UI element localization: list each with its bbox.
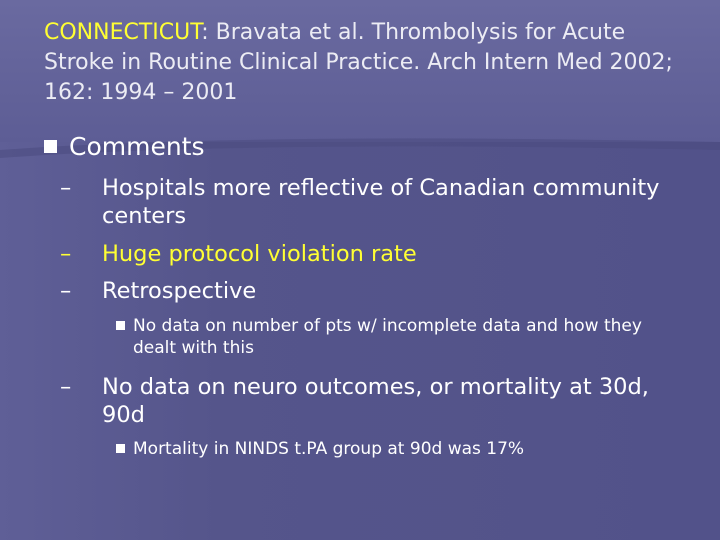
small-square-bullet-icon [116, 321, 125, 330]
dash-icon: – [60, 241, 72, 267]
sub-bullet-protocol-text: Huge protocol violation rate [102, 241, 417, 267]
sub-bullet-neuro-outcomes [60, 373, 680, 429]
sub-bullet-protocol [60, 240, 680, 268]
sub-bullet-retrospective [60, 277, 680, 305]
dash-icon: – [60, 175, 72, 201]
sub-bullet-neuro-outcomes-text: No data on neuro outcomes, or mortality at 30d, 90d [102, 374, 649, 428]
sub-bullet-retrospective-text: Retrospective [102, 278, 257, 304]
dash-icon: – [60, 278, 72, 304]
title-text: : Bravata et al. Thrombolysis for Acute Stroke in Routine Clinical Practice. Arch Intern Med 2002; 162: 1994 – 2001 [44, 20, 673, 105]
sub-sub-bullet-mortality [116, 438, 686, 460]
sub-bullet-hospitals-text: Hospitals more reflective of Canadian community centers [102, 175, 660, 229]
square-bullet-icon [44, 140, 57, 153]
small-square-bullet-icon [116, 444, 125, 453]
slide-title [44, 18, 684, 108]
sub-sub-bullet-incomplete-data [116, 315, 686, 359]
sub-sub-bullet-incomplete-data-text: No data on number of pts w/ incomplete data and how they dealt with this [133, 316, 642, 358]
bullet-comments [44, 130, 205, 164]
sub-bullet-hospitals [60, 174, 680, 230]
bullet-comments-label: Comments [69, 132, 205, 161]
sub-sub-bullet-mortality-text: Mortality in NINDS t.PA group at 90d was 17% [133, 439, 525, 459]
title-highlight: CONNECTICUT [44, 20, 202, 45]
dash-icon: – [60, 374, 72, 400]
